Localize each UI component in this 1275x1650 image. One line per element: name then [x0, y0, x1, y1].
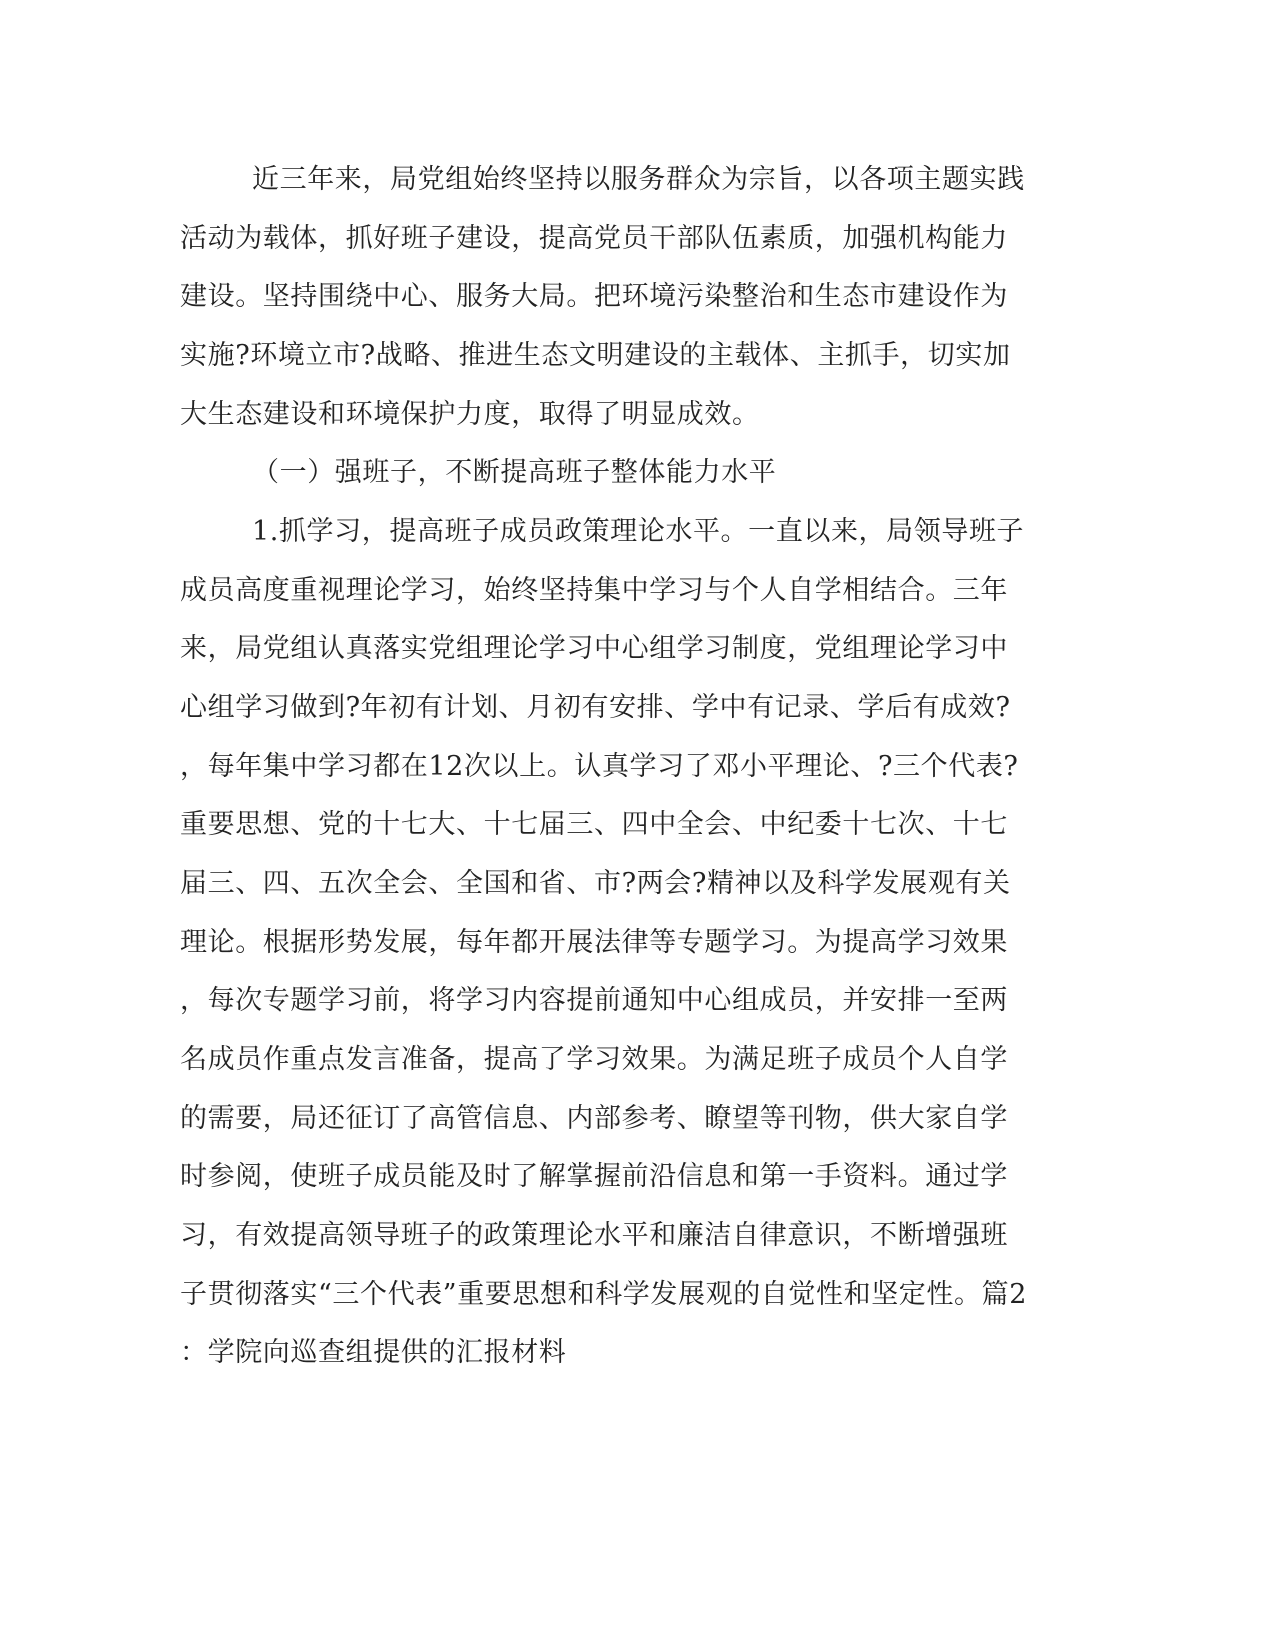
text-line: 成员高度重视理论学习，始终坚持集中学习与个人自学相结合。三年 [180, 575, 1008, 606]
text-line: 大生态建设和环境保护力度，取得了明显成效。 [180, 399, 760, 430]
text-line: 心组学习做到?年初有计划、月初有安排、学中有记录、学后有成效? [180, 692, 1011, 723]
text-line: 子贯彻落实“三个代表”重要思想和科学发展观的自觉性和坚定性。篇2 [180, 1279, 1027, 1310]
text-line: 近三年来，局党组始终坚持以服务群众为宗旨，以各项主题实践 [252, 164, 1025, 195]
text-line: 的需要，局还征订了高管信息、内部参考、瞭望等刊物，供大家自学 [180, 1103, 1008, 1134]
text-line: 名成员作重点发言准备，提高了学习效果。为满足班子成员个人自学 [180, 1044, 1008, 1075]
text-line: 时参阅，使班子成员能及时了解掌握前沿信息和第一手资料。通过学 [180, 1161, 1008, 1192]
text-line: 活动为载体，抓好班子建设，提高党员干部队伍素质，加强机构能力 [180, 223, 1008, 254]
section-heading: （一）强班子，不断提高班子整体能力水平 [252, 457, 777, 488]
text-line: ，每次专题学习前，将学习内容提前通知中心组成员，并安排一至两 [180, 985, 1008, 1016]
text-line: 习，有效提高领导班子的政策理论水平和廉洁自律意识，不断增强班 [180, 1220, 1008, 1251]
text-line: 重要思想、党的十七大、十七届三、四中全会、中纪委十七次、十七 [180, 809, 1008, 840]
text-line: 理论。根据形势发展，每年都开展法律等专题学习。为提高学习效果 [180, 927, 1008, 958]
text-line: 建设。坚持围绕中心、服务大局。把环境污染整治和生态市建设作为 [180, 281, 1008, 312]
text-line: ，每年集中学习都在12次以上。认真学习了邓小平理论、?三个代表? [180, 751, 1019, 782]
text-line: 实施?环境立市?战略、推进生态文明建设的主载体、主抓手，切实加 [180, 340, 1011, 371]
text-line: ：学院向巡查组提供的汇报材料 [180, 1337, 567, 1368]
text-line: 届三、四、五次全会、全国和省、市?两会?精神以及科学发展观有关 [180, 868, 1011, 899]
text-line: 1.抓学习，提高班子成员政策理论水平。一直以来，局领导班子 [252, 516, 1025, 547]
text-line: 来，局党组认真落实党组理论学习中心组学习制度，党组理论学习中 [180, 633, 1008, 664]
